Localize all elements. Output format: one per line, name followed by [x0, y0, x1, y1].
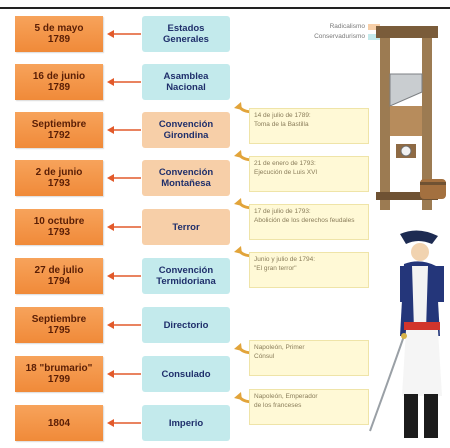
arrow-icon — [107, 77, 141, 87]
stage-box: Estados Generales — [142, 16, 230, 52]
legend-radical-label: Radicalismo — [329, 23, 365, 30]
arrow-icon — [107, 173, 141, 183]
arrow-icon — [107, 320, 141, 330]
top-rule — [0, 7, 450, 9]
date-box: 16 de junio 1789 — [15, 64, 103, 100]
legend — [268, 22, 380, 50]
legend-conservative — [268, 32, 380, 42]
date-box: 27 de julio 1794 — [15, 258, 103, 294]
date-box: 1804 — [15, 405, 103, 441]
stage-box: Terror — [142, 209, 230, 245]
date-box: 18 "brumario" 1799 — [15, 356, 103, 392]
event-note: 14 de julio de 1789: Toma de la Bastilla — [249, 108, 369, 144]
arrow-icon — [107, 222, 141, 232]
stage-box: Asamblea Nacional — [142, 64, 230, 100]
event-note: 21 de enero de 1793: Ejecución de Luis XVI — [249, 156, 369, 192]
date-box: Septiembre 1795 — [15, 307, 103, 343]
arrow-icon — [107, 418, 141, 428]
event-note: Junio y julio de 1794: "El gran terror" — [249, 252, 369, 288]
arrow-icon — [107, 369, 141, 379]
event-note: Napoleón, Primer Cónsul — [249, 340, 369, 376]
date-box: 10 octubre 1793 — [15, 209, 103, 245]
arrow-icon — [107, 271, 141, 281]
stage-box: Consulado — [142, 356, 230, 392]
stage-box: Convención Montañesa — [142, 160, 230, 196]
stage-box: Convención Termidoriana — [142, 258, 230, 294]
arrow-icon — [107, 29, 141, 39]
stage-box: Directorio — [142, 307, 230, 343]
stage-box: Imperio — [142, 405, 230, 441]
event-note: 17 de julio de 1793: Abolición de los derechos feudales — [249, 204, 369, 240]
event-note: Napoleón, Emperador de los franceses — [249, 389, 369, 425]
date-box: Septiembre 1792 — [15, 112, 103, 148]
arrow-icon — [107, 125, 141, 135]
date-box: 2 de junio 1793 — [15, 160, 103, 196]
date-box: 5 de mayo 1789 — [15, 16, 103, 52]
legend-radical — [268, 22, 380, 32]
guillotine-illustration — [376, 14, 450, 214]
napoleon-figure-illustration — [360, 226, 450, 448]
legend-conservative-label: Conservadurismo — [314, 33, 365, 40]
stage-box: Convención Girondina — [142, 112, 230, 148]
